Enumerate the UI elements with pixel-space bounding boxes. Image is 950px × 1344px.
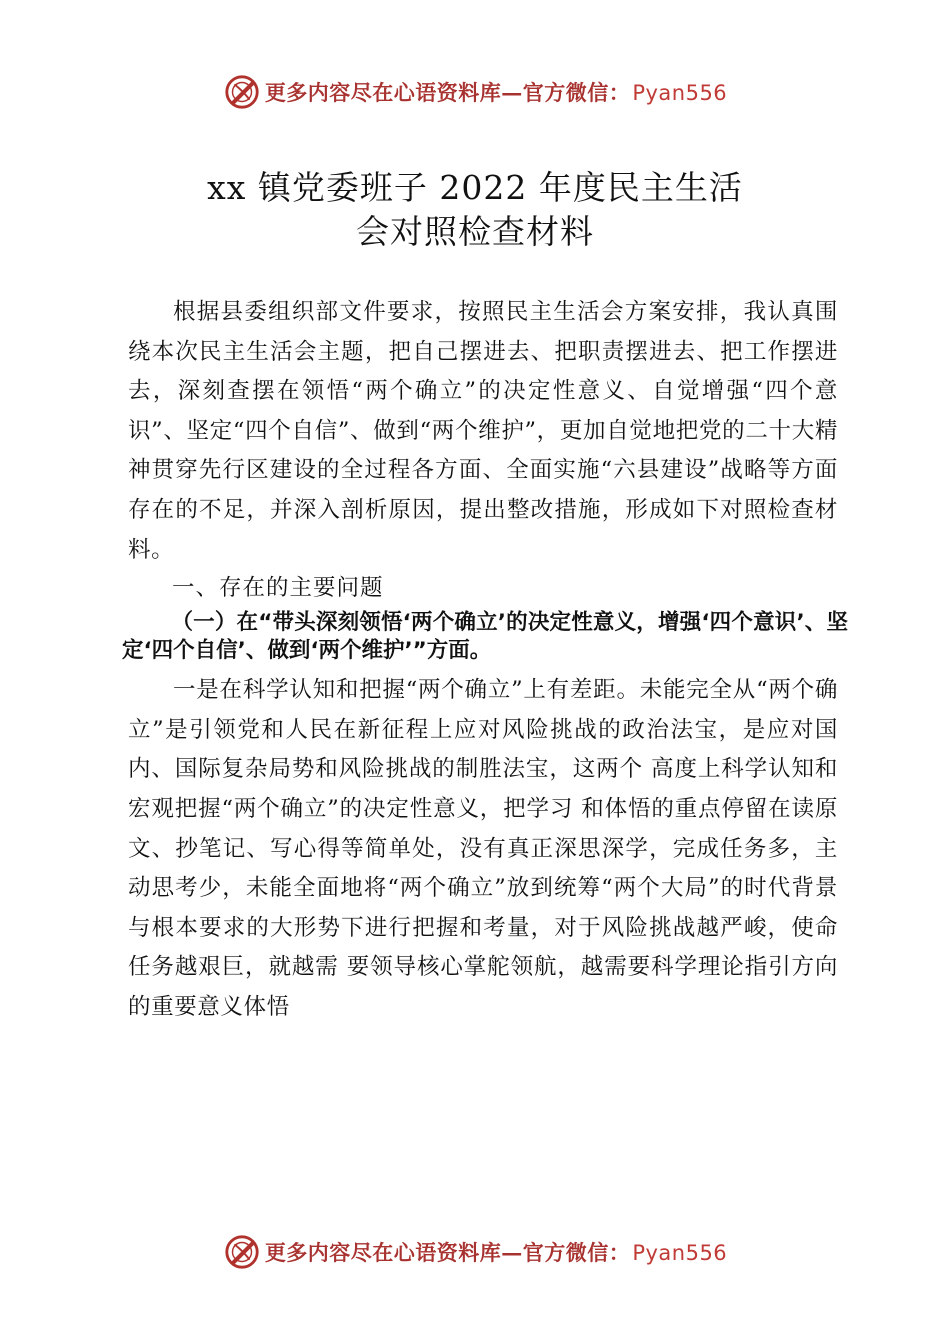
banner-main-text: 更多内容尽在心语资料库—官方微信： — [264, 80, 631, 105]
document-body — [122, 293, 848, 1028]
title-line-1: xx 镇党委班子 2022 年度民主生活 — [207, 168, 743, 207]
wechat-id: Pyan556 — [632, 81, 728, 105]
header-banner — [0, 70, 950, 114]
banner-main-text: 更多内容尽在心语资料库—官方微信： — [264, 1240, 631, 1265]
section-heading: 一、存在的主要问题 — [172, 575, 384, 602]
body-paragraph: 一是在科学认知和把握“两个确立”上有差距。未能完全从“两个确立”是引领党和人民在新征程上应对风险挑战的政治法宝，是应对国内、国际复杂局势和风险挑战的制胜法宝，这两个 高度上科学认知和宏观把握“两个确立”的决定性意义，把学习 和体悟的重点停留在读原文、抄笔记、写心得等简单处，没有真正深思深学，完成任务多，主动思考少，未能全面地将“两个确立”放到统筹“两个大局”的时代背景与根本要求的大形势下进行把握和考量，对于风险挑战越严峻，使命任务越艰巨，就越需 要领导核心掌舵领航，越需要科学理论指引方向的重要意义体悟 — [128, 677, 838, 1020]
title-line-2: 会对照检查材料 — [356, 212, 594, 251]
seal-logo-icon — [223, 1233, 261, 1271]
document-title — [0, 166, 950, 254]
footer-banner — [0, 1230, 950, 1274]
subsection-heading: （一）在“带头深刻领悟‘两个确立’的决定性意义，增强‘四个意识’、坚定‘四个自信’、做到‘两个维护’”方面。 — [122, 610, 848, 664]
intro-paragraph: 根据县委组织部文件要求，按照民主生活会方案安排，我认真围绕本次民主生活会主题，把自己摆进去、把职责摆进去、把工作摆进去，深刻查摆在领悟“两个确立”的决定性意义、自觉增强“四个意识”、坚定“四个自信”、做到“两个维护”，更加自觉地把党的二十大精神贯穿先行区建设的全过程各方面、全面实施“六县建设”战略等方面存在的不足，并深入剖析原因，提出整改措施，形成如下对照检查材料。 — [128, 299, 838, 563]
seal-logo-icon — [223, 73, 261, 111]
wechat-id: Pyan556 — [632, 1241, 728, 1265]
banner-text — [265, 1237, 727, 1267]
banner-text — [265, 77, 727, 107]
